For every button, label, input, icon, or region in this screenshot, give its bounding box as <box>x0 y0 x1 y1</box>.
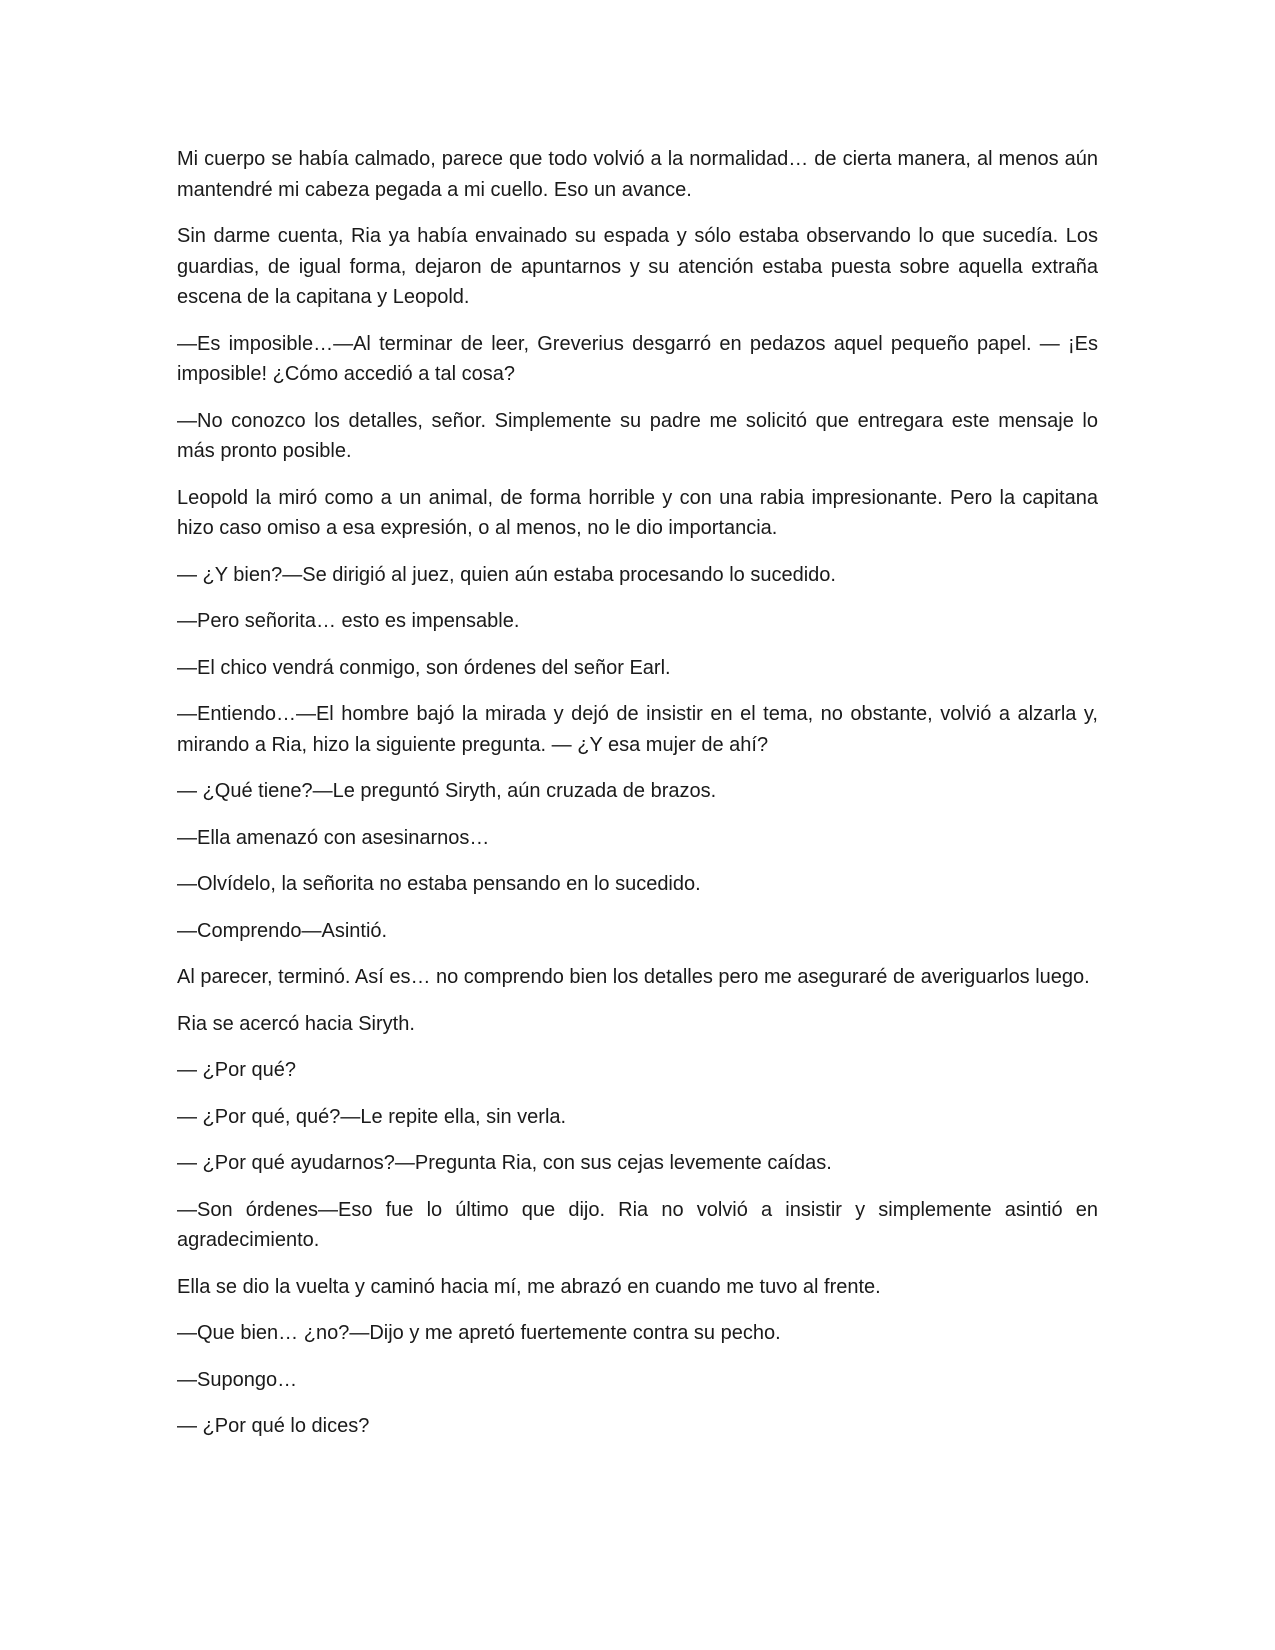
paragraph: Mi cuerpo se había calmado, parece que todo volvió a la normalidad… de cierta manera, al menos aún mantendré mi cabeza pegada a mi cuello. Eso un avance. <box>177 148 1098 201</box>
paragraph: Leopold la miró como a un animal, de forma horrible y con una rabia impresionante. Pero la capitana hizo caso omiso a esa expresión, o al menos, no le dio importancia. <box>177 486 1098 539</box>
paragraph: — ¿Por qué? <box>177 1059 296 1081</box>
paragraph: —Entiendo…—El hombre bajó la mirada y dejó de insistir en el tema, no obstante, volvió a alzarla y, mirando a Ria, hizo la siguiente pregunta. — ¿Y esa mujer de ahí? <box>177 703 1098 756</box>
paragraph: —Ella amenazó con asesinarnos… <box>177 826 490 849</box>
paragraph: Ria se acercó hacia Siryth. <box>177 1012 415 1035</box>
paragraph: — ¿Y bien?—Se dirigió al juez, quien aún estaba procesando lo sucedido. <box>177 563 836 586</box>
paragraph: —El chico vendrá conmigo, son órdenes del señor Earl. <box>177 656 671 679</box>
paragraph: —Que bien… ¿no?—Dijo y me apretó fuertemente contra su pecho. <box>177 1322 781 1344</box>
paragraph: —Es imposible…—Al terminar de leer, Greverius desgarró en pedazos aquel pequeño papel. — ¡Es imposible! ¿Cómo accedió a tal cosa? <box>177 332 1098 385</box>
paragraph: — ¿Qué tiene?—Le preguntó Siryth, aún cruzada de brazos. <box>177 780 717 802</box>
paragraph: — ¿Por qué ayudarnos?—Pregunta Ria, con sus cejas levemente caídas. <box>177 1152 832 1174</box>
paragraph: Al parecer, terminó. Así es… no comprendo bien los detalles pero me aseguraré de averiguarlos luego. <box>177 966 1090 988</box>
document-body <box>177 144 1098 1458</box>
paragraph: —Supongo… <box>177 1368 298 1391</box>
paragraph: —No conozco los detalles, señor. Simplemente su padre me solicitó que entregara este mensaje lo más pronto posible. <box>177 409 1098 462</box>
paragraph: Ella se dio la vuelta y caminó hacia mí, me abrazó en cuando me tuvo al frente. <box>177 1275 881 1298</box>
paragraph: —Son órdenes—Eso fue lo último que dijo. Ria no volvió a insistir y simplemente asintió en agradecimiento. <box>177 1198 1098 1251</box>
paragraph: —Olvídelo, la señorita no estaba pensando en lo sucedido. <box>177 873 701 895</box>
paragraph: —Pero señorita… esto es impensable. <box>177 610 520 632</box>
paragraph: — ¿Por qué, qué?—Le repite ella, sin verla. <box>177 1105 567 1128</box>
paragraph: —Comprendo—Asintió. <box>177 919 388 942</box>
paragraph: Sin darme cuenta, Ria ya había envainado su espada y sólo estaba observando lo que sucedía. Los guardias, de igual forma, dejaron de apuntarnos y su atención estaba puesta sobre aquella extraña escena de la capitana y Leopold. <box>177 225 1098 308</box>
paragraph: — ¿Por qué lo dices? <box>177 1415 370 1437</box>
